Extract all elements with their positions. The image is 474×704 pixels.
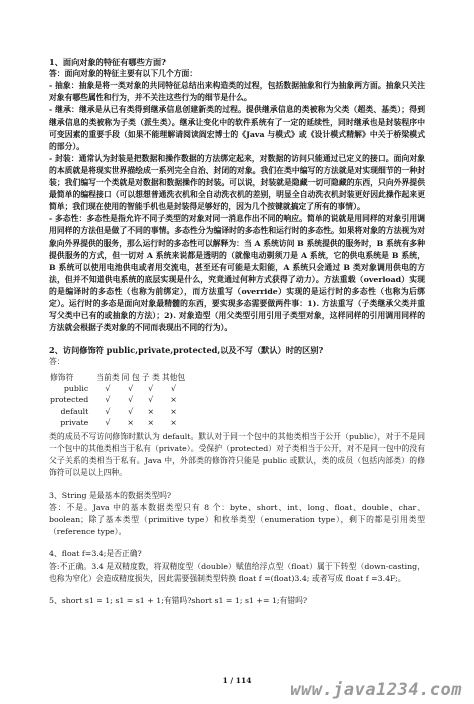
access-modifier-table [49, 372, 186, 429]
answer-2-label: 答： [49, 357, 65, 367]
table-cell: × [170, 406, 177, 416]
answer-4: 答:不正确。3.4 是双精度数，将双精度型（double）赋值给浮点型（float）属于下转型（down-casting，也称为窄化）会造成精度损失，因此需要强制类型转换 float f =(float)3.4; 或者写成 float f =3.4F;。 [49, 561, 425, 583]
answer-1-polymorphism: - 多态性：多态性是指允许不同子类型的对象对同一消息作出不同的响应。简单的说就是用同样的对象引用调用同样的方法但是做了不同的事情。多态性分为编译时的多态性和运行时的多态性。如果将对象的方法视为对象向外界提供的服务，那么运行时的多态性可以解释为：当 A 系统访问 B 系统提供的服务时，B 系统有多种提供服务的方式，但一切对 A 系统来说都是透明的（就像电动剃须刀是 A 系统，它的供电系统是 B 系统，B 系统可以使用电池供电或者用交流电，甚至还有可能是太阳能，A 系统只会通过 B 类对象调用供电的方法，但并不知道供电系统的底层实现是什么，究竟通过何种方式获得了动力）。方法重载（overload）实现的是编译时的多态性（也称为前绑定），而方法重写（override）实现的是运行时的多态性（也称为后绑定）。运行时的多态是面向对象最精髓的东西，要实现多态需要做两件事：1). 方法重写（子类继承父类并重写父类中已有的或抽象的方法）；2). 对象造型（用父类型引用引用子类型对象，这样同样的引用调用同样的方法就会根据子类对象的不同而表现出不同的行为）。 [49, 214, 425, 333]
question-4-heading: 4、float f=3.4;是否正确? [49, 549, 142, 559]
table-header-cell: 其他包 [161, 372, 186, 382]
table-cell: × [147, 406, 155, 416]
table-cell: √ [105, 406, 111, 416]
table-cell: √ [148, 395, 154, 405]
answer-2-explanation: 类的成员不写访问修饰时默认为 default。默认对于同一个包中的其他类相当于公开（public），对于不是同一个包中的其他类相当于私有（private）。受保护（protected）对子类相当于公开，对不是同一包中的没有父子关系的类相当于私有。Java 中，外部类的修饰符只能是 public 或默认，类的成员（包括内部类）的修饰符可以是以上四种。 [49, 431, 425, 478]
table-cell: × [147, 418, 155, 428]
table-cell: public [63, 384, 89, 394]
table-cell: √ [105, 395, 111, 405]
question-3-heading: 3、String 是最基本的数据类型吗? [49, 490, 172, 500]
table-cell: √ [128, 395, 134, 405]
table-cell: √ [128, 384, 134, 394]
table-cell: default [60, 406, 89, 416]
table-row [49, 383, 186, 394]
answer-1-encapsulation: - 封装：通常认为封装是把数据和操作数据的方法绑定起来，对数据的访问只能通过已定义的接口。面向对象的本质就是将现实世界描绘成一系列完全自治、封闭的对象。我们在类中编写的方法就是对实现细节的一种封装；我们编写一个类就是对数据和数据操作的封装。可以说，封装就是隐藏一切可隐藏的东西，只向外界提供最简单的编程接口（可以想想普通洗衣机和全自动洗衣机的差别，明显全自动洗衣机封装更好因此操作起来更简单；我们现在使用的智能手机也是封装得足够好的，因为几个按键就搞定了所有的事情）。 [49, 153, 425, 212]
table-header-cell: 同 包 [121, 372, 140, 382]
table-cell: × [127, 418, 134, 428]
table-cell: √ [105, 418, 111, 428]
table-header-row [49, 372, 186, 383]
question-5-heading: 5、short s1 = 1; s1 = s1 + 1;有错吗?short s1 = 1; s1 += 1;有错吗? [49, 595, 308, 605]
table-header-cell: 当前类 [96, 372, 120, 382]
table-cell: × [170, 395, 177, 405]
document-content [49, 56, 425, 607]
table-row [49, 394, 186, 405]
table-cell: √ [128, 406, 134, 416]
page-number: 1 / 114 [222, 676, 252, 685]
answer-1-inheritance: - 继承：继承是从已有类得到继承信息创建新类的过程。提供继承信息的类被称为父类（超类、基类）；得到继承信息的类被称为子类（派生类）。继承让变化中的软件系统有了一定的延续性，同时继承也是封装程序中可变因素的重要手段（如果不能理解请阅读阎宏博士的《Java 与模式》或《设计模式精解》中关于桥梁模式的部分）。 [49, 105, 425, 151]
table-row [49, 417, 186, 428]
table-cell: √ [148, 384, 154, 394]
question-1-heading: 1、面向对象的特征有哪些方面? [49, 57, 166, 67]
table-cell: √ [171, 384, 176, 394]
table-header-cell: 修饰符 [50, 372, 74, 382]
answer-3: 答：不是。Java 中的基本数据类型只有 8 个：byte、short、int、long、float、double、char、boolean；除了基本类型（primitive type）和枚举类型（enumeration type），剩下的都是引用类型（reference type）。 [49, 502, 425, 537]
table-cell: protected [50, 395, 89, 405]
answer-1-intro: 答：面向对象的特征主要有以下几个方面： [49, 69, 198, 79]
table-cell: √ [105, 384, 111, 394]
table-cell: private [60, 418, 89, 428]
table-header-cell: 子 类 [141, 372, 160, 382]
site-watermark: www.java1234.com [290, 680, 462, 700]
question-2-heading: 2、访问修饰符 public,private,protected,以及不写（默认）时的区别? [49, 345, 324, 356]
answer-1-abstraction: - 抽象：抽象是将一类对象的共同特征总结出来构造类的过程，包括数据抽象和行为抽象两方面。抽象只关注对象有哪些属性和行为，并不关注这些行为的细节是什么。 [49, 81, 425, 103]
table-cell: × [170, 418, 177, 428]
table-row [49, 406, 186, 417]
